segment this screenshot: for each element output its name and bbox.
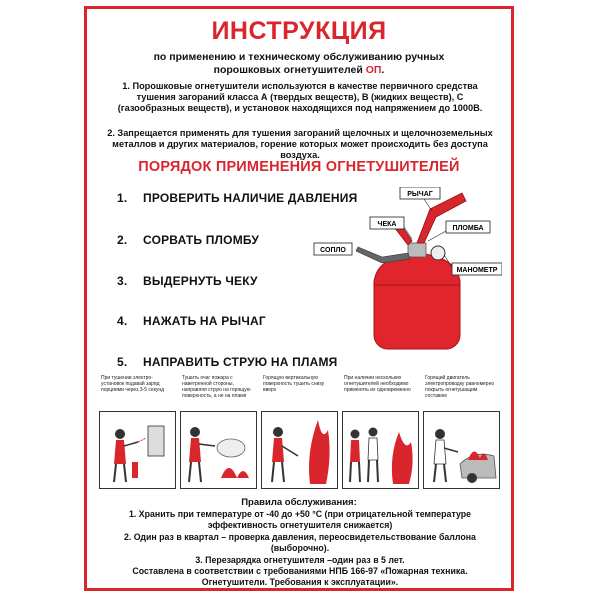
- subtitle-mark: ОП: [365, 64, 382, 76]
- caption-2: Тушить очаг пожара с наветренной стороны, направляя струю на горящую поверхность, а не на пламя: [182, 375, 251, 399]
- subtitle-line1: по применению и техническому обслуживанию ручных: [153, 51, 445, 63]
- paragraph-2: 2. Запрещается применять для тушения загораний щелочных и щелочноземельных металлов и других материалов, горение которых может происходить без доступа воздуха.: [107, 128, 493, 160]
- gauge-icon: [431, 246, 445, 260]
- illustration-windward: [180, 411, 257, 489]
- label-pin-text: ЧЕКА: [377, 221, 397, 228]
- label-gauge-text: МАНОМЕТР: [456, 267, 498, 274]
- caption-3: Горящую вертикальную поверхность тушить снизу вверх: [263, 375, 325, 393]
- maintenance-rule-2: 2. Один раз в квартал – проверка давления, переосвидетельствование баллона (выборочно).: [124, 532, 476, 553]
- step-3: [117, 274, 258, 288]
- section-title: ПОРЯДОК ПРИМЕНЕНИЯ ОГНЕТУШИТЕЛЕЙ: [138, 159, 460, 175]
- label-nozzle-text: СОПЛО: [320, 247, 346, 254]
- step-5: [117, 355, 338, 369]
- label-seal-text: ПЛОМБА: [452, 225, 484, 232]
- subtitle-end: .: [381, 64, 385, 76]
- illustration-engine: [423, 411, 500, 489]
- poster-title: ИНСТРУКЦИЯ: [211, 17, 387, 45]
- illustration-electrical: [99, 411, 176, 489]
- instruction-poster: [84, 6, 514, 591]
- illustration-multiple: [342, 411, 419, 489]
- step-number: 4.: [117, 314, 128, 328]
- step-number: 3.: [117, 274, 128, 288]
- extinguisher-diagram: [312, 187, 502, 352]
- step-2: [117, 233, 259, 247]
- step-text: СОРВАТЬ ПЛОМБУ: [143, 233, 260, 247]
- label-gauge: [444, 255, 502, 275]
- step-number: 2.: [117, 233, 128, 247]
- caption-4: При наличии нескольких огнетушителей необходимо применять их одновременно: [344, 375, 411, 393]
- maintenance-rule-1: 1. Хранить при температуре от -40 до +50 °С (при отрицательной температуре эффективность огнетушителя снижается): [128, 509, 472, 530]
- step-text: НАЖАТЬ НА РЫЧАГ: [143, 314, 266, 328]
- label-seal: [428, 221, 490, 241]
- usage-illustrations: [99, 411, 502, 491]
- label-lever-text: РЫЧАГ: [407, 191, 433, 198]
- regulation-note: Составлена в соответствии с требованиями НПБ 166-97 «Пожарная техника. Огнетушители. Требования к эксплуатации».: [132, 566, 468, 587]
- lever-icon: [417, 193, 466, 243]
- step-text: ПРОВЕРИТЬ НАЛИЧИЕ ДАВЛЕНИЯ: [143, 191, 358, 205]
- usage-captions: [99, 375, 502, 409]
- step-number: 5.: [117, 355, 128, 369]
- caption-5: Горящий двигатель электропроводку равномерно покрыть огнетушащим составом: [425, 375, 495, 399]
- subtitle-line2: порошковых огнетушителей: [213, 64, 366, 76]
- step-number: 1.: [117, 191, 128, 205]
- label-nozzle: [314, 243, 352, 255]
- paragraph-1: 1. Порошковые огнетушители используются в качестве первичного средства тушения загораний класса А (твердых веществ), В (жидких веществ), С (газообразных веществ), и установок находящихся под напряжением до 1000В.: [117, 81, 483, 113]
- poster-subtitle: [117, 51, 481, 77]
- maintenance-title: Правила обслуживания:: [241, 497, 357, 508]
- maintenance-rule-3: 3. Перезарядка огнетушителя –один раз в 5 лет.: [195, 555, 405, 565]
- step-4: [117, 314, 266, 328]
- illustration-vertical: [261, 411, 338, 489]
- step-text: НАПРАВИТЬ СТРУЮ НА ПЛАМЯ: [143, 355, 338, 369]
- step-text: ВЫДЕРНУТЬ ЧЕКУ: [143, 274, 258, 288]
- caption-1: При тушении электро-установок подавай заряд порциями через 3-5 секунд: [101, 375, 165, 393]
- valve-head-icon: [408, 243, 426, 257]
